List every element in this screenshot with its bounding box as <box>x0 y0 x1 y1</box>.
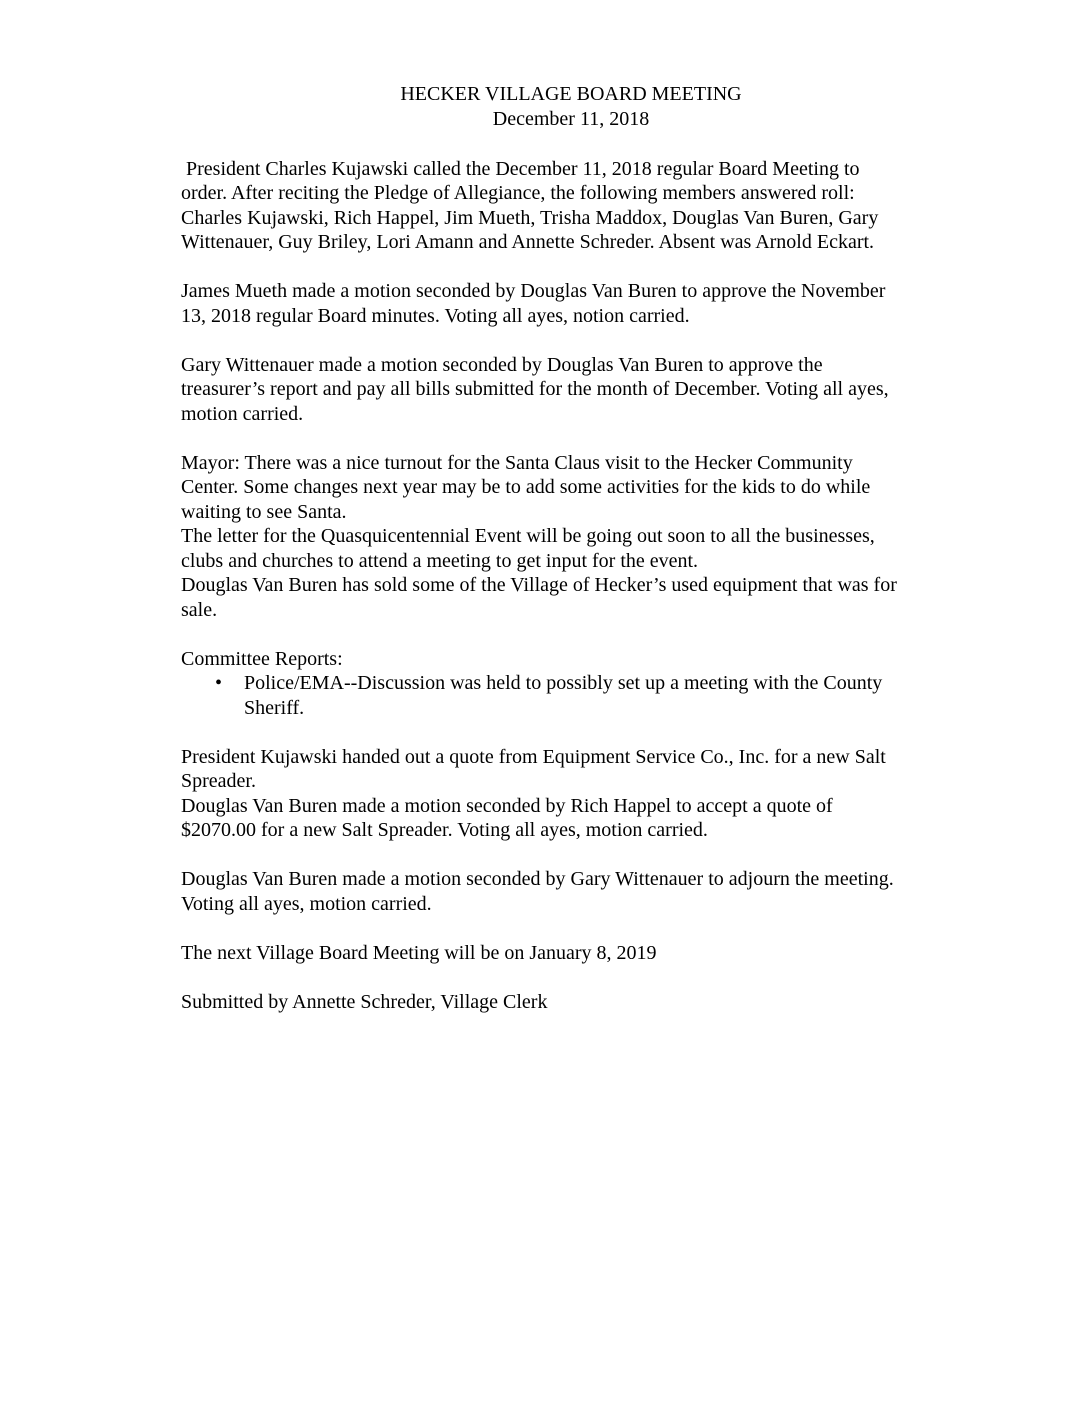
paragraph-line: Douglas Van Buren made a motion seconded by Gary Wittenauer to adjourn the meeting. <box>181 868 894 890</box>
next-meeting-text: The next Village Board Meeting will be on January 8, 2019 <box>181 941 657 964</box>
document-header <box>181 82 961 132</box>
paragraph-line: treasurer’s report and pay all bills submitted for the month of December. Voting all ayes, <box>181 378 889 400</box>
call-to-order-paragraph <box>181 157 961 255</box>
paragraph-line: order. After reciting the Pledge of Allegiance, the following members answered roll: <box>181 182 855 204</box>
salt-spreader-paragraph <box>181 745 961 843</box>
paragraph-line: $2070.00 for a new Salt Spreader. Voting all ayes, motion carried. <box>181 819 708 841</box>
adjourn-paragraph <box>181 867 961 916</box>
committee-reports-heading: Committee Reports: <box>181 647 343 670</box>
committee-reports-list <box>181 671 961 720</box>
submitted-by-text: Submitted by Annette Schreder, Village Clerk <box>181 990 548 1013</box>
paragraph-line: motion carried. <box>181 402 304 425</box>
paragraph-line: sale. <box>181 598 218 621</box>
paragraph-line: Douglas Van Buren made a motion seconded by Rich Happel to accept a quote of <box>181 794 833 817</box>
committee-reports-section <box>181 647 961 721</box>
paragraph-line: Center. Some changes next year may be to add some activities for the kids to do while <box>181 476 871 498</box>
document-page <box>181 82 961 1039</box>
mayor-paragraph <box>181 451 961 623</box>
paragraph-line: James Mueth made a motion seconded by Douglas Van Buren to approve the November <box>181 280 886 302</box>
list-item-line: Sheriff. <box>244 696 305 719</box>
paragraph-line: Douglas Van Buren has sold some of the Village of Hecker’s used equipment that was for <box>181 574 897 596</box>
next-meeting-paragraph <box>181 941 961 966</box>
bullet-icon: • <box>215 672 223 694</box>
document-title: HECKER VILLAGE BOARD MEETING <box>400 83 742 105</box>
list-item-line: Police/EMA--Discussion was held to possibly set up a meeting with the County <box>244 672 883 694</box>
treasurer-motion-paragraph <box>181 353 961 427</box>
paragraph-line: 13, 2018 regular Board minutes. Voting all ayes, notion carried. <box>181 304 690 327</box>
paragraph-line: Voting all ayes, motion carried. <box>181 892 432 915</box>
paragraph-line: Charles Kujawski, Rich Happel, Jim Mueth, Trisha Maddox, Douglas Van Buren, Gary <box>181 206 879 229</box>
paragraph-line: waiting to see Santa. <box>181 500 347 523</box>
paragraph-line: Wittenauer, Guy Briley, Lori Amann and Annette Schreder. Absent was Arnold Eckart. <box>181 231 875 253</box>
paragraph-line: clubs and churches to attend a meeting to get input for the event. <box>181 549 699 572</box>
list-item <box>181 671 961 720</box>
paragraph-line: Gary Wittenauer made a motion seconded by Douglas Van Buren to approve the <box>181 353 823 376</box>
paragraph-line: President Charles Kujawski called the December 11, 2018 regular Board Meeting to <box>181 157 860 180</box>
paragraph-line: Mayor: There was a nice turnout for the Santa Claus visit to the Hecker Community <box>181 451 853 474</box>
meeting-date: December 11, 2018 <box>492 108 650 130</box>
minutes-motion-paragraph <box>181 279 961 328</box>
paragraph-line: President Kujawski handed out a quote from Equipment Service Co., Inc. for a new Salt <box>181 745 886 768</box>
paragraph-line: Spreader. <box>181 770 256 792</box>
paragraph-line: The letter for the Quasquicentennial Event will be going out soon to all the businesses, <box>181 525 875 547</box>
submitted-by-paragraph <box>181 990 961 1015</box>
